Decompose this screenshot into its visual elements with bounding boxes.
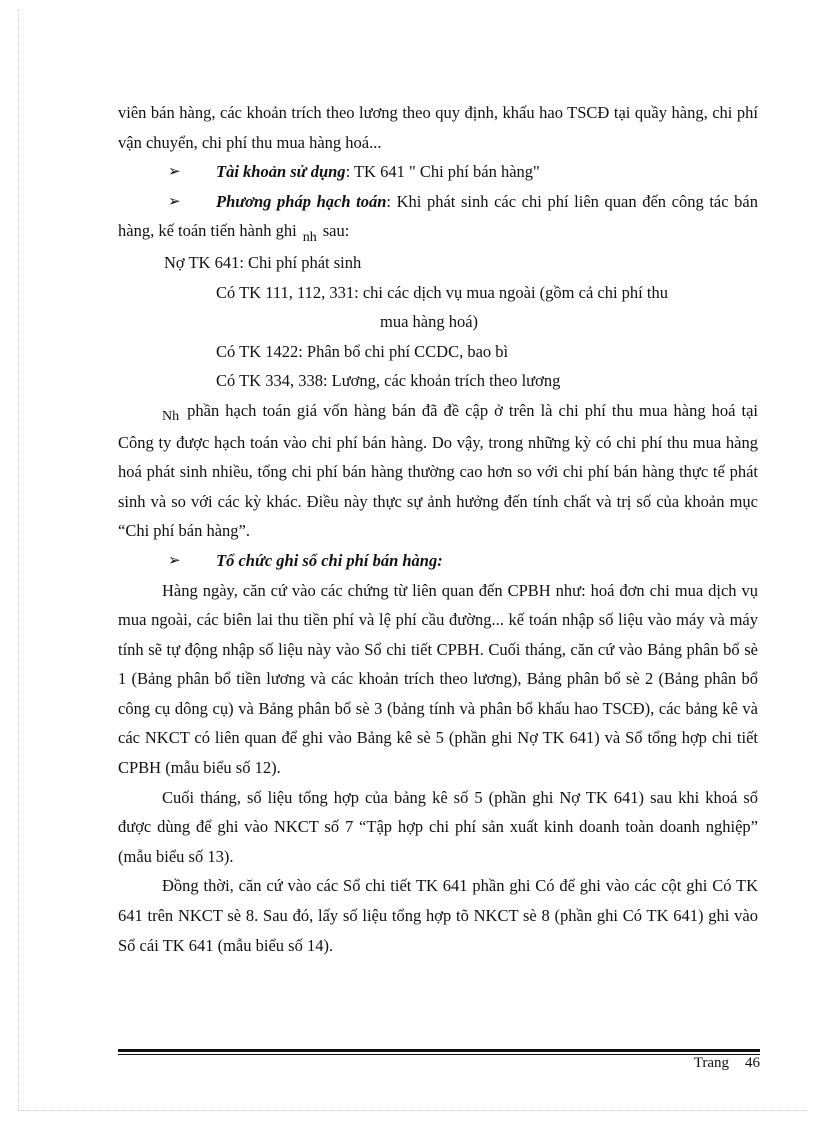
document-body [118,98,758,960]
entry-credit-2: Có TK 1422: Phân bổ chi phí CCDC, bao bì [216,341,509,361]
page-footer [118,1049,760,1071]
paragraph-intro: viên bán hàng, các khoản trích theo lương theo quy định, khấu hao TSCĐ tại quầy hàng, chi phí vận chuyển, chi phí thu mua hàng hoá... [118,103,758,152]
footer-rule-thin [118,1054,760,1055]
paragraph-simultaneous: Đồng thời, căn cứ vào các Sổ chi tiết TK 641 phần ghi Có để ghi vào các cột ghi Có TK 641 trên NKCT sè 8. Sau đó, lấy số liệu tổng hợp tõ NKCT sè 8 (phần ghi Có TK 641) ghi vào Sổ cái TK 641 (mẫu biểu số 14). [118,876,758,955]
entry-credit-3: Có TK 334, 338: Lương, các khoản trích theo lương [216,371,561,391]
entry-credit-1: Có TK 111, 112, 331: chi các dịch vụ mua ngoài (gồm cả chi phí thu [216,282,668,302]
bullet-account: ➢ Tài khoản sử dụng: TK 641 " Chi phí bán hàng" [118,157,758,187]
paragraph-month-end: Cuối tháng, số liệu tổng hợp của bảng kê số 5 (phần ghi Nợ TK 641) sau khi khoá sổ được dùng để ghi vào NKCT số 7 “Tập hợp chi phí sản xuất kinh doanh toàn doanh nghiệp” (mẫu biểu số 13). [118,787,758,866]
bullet-method: ➢ Phương pháp hạch toán: Khi phát sinh các chi phí liên quan đến công tác bán hàng, kế toán tiến hành ghi $_{nh}$ sau: [118,187,758,248]
entry-credit-1-cont: mua hàng hoá) [380,312,479,332]
paragraph-cost-note: $_{Nh}$ phần hạch toán giá vốn hàng bán đã đề cập ở trên là chi phí thu mua hàng hoá tại Công ty được hạch toán vào chi phí bán hàng. Do vậy, trong những kỳ có chi phí thu mua hàng hoá phát sinh nhiều, tổng chi phí bán hàng thường cao hơn so với chi phí bán hàng thực tế phát sinh và so với các kỳ khác. Điều này thực sự ảnh hưởng đến tính chất và trị số của khoản mục “Chi phí bán hàng”. [118,400,758,541]
paragraph-daily: Hàng ngày, căn cứ vào các chứng từ liên quan đến CPBH như: hoá đơn chi mua dịch vụ mua ngoài, các biên lai thu tiền phí và lệ phí cầu đường... kế toán nhập số liệu vào máy và máy tính sẽ tự động nhập số liệu này vào Sổ chi tiết CPBH. Cuối tháng, căn cứ vào Bảng phân bổ sè 1 (Bảng phân bổ tiền lương và các khoản trích theo lương), Bảng phân bổ sè 2 (Bảng phân bổ công cụ dông cụ) và Bảng phân bổ sè 3 (bảng tính và phân bổ khấu hao TSCĐ), các bảng kê và các NKCT có liên quan để ghi vào Bảng kê sè 5 (phần ghi Nợ TK 641) và Sổ tổng hợp chi tiết CPBH (mẫu biểu số 12). [118,580,758,778]
entry-debit: Nợ TK 641: Chi phí phát sinh [164,252,362,272]
page-number: Trang 46 [693,1055,760,1071]
arrow-bullet-icon: ➢ [168,162,181,181]
arrow-bullet-icon: ➢ [168,550,181,569]
bullet-bookkeeping: ➢ Tổ chức ghi sổ chi phí bán hàng: [118,546,758,576]
footer-rule-thick [118,1049,760,1052]
page-frame-bottom [18,1110,808,1111]
page-frame-left [18,10,20,1110]
arrow-bullet-icon: ➢ [168,191,181,210]
